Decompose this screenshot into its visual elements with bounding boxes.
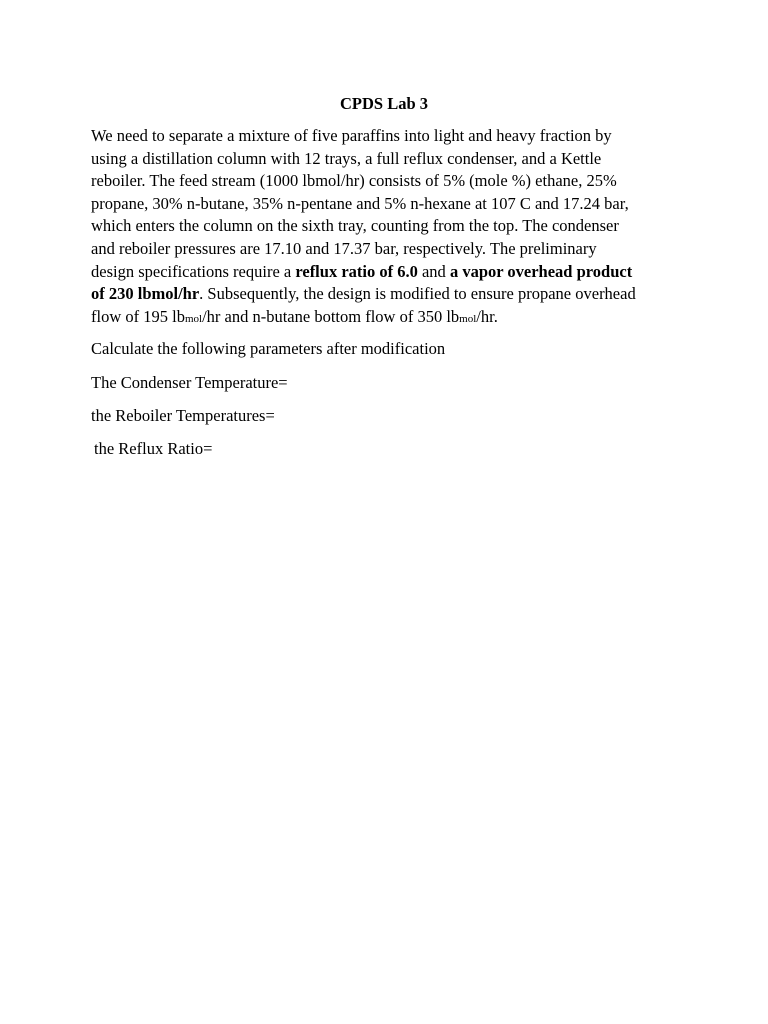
paragraph-line [91,261,691,284]
paragraph-line [91,283,691,306]
paragraph-line: and reboiler pressures are 17.10 and 17.37 bar, respectively. The preliminary [91,238,597,258]
paragraph-line [91,306,691,329]
paragraph-line: We need to separate a mixture of five paraffins into light and heavy fraction by [91,126,612,145]
unit-subscript: mol [459,312,477,325]
paragraph-text: /hr. [476,306,498,326]
paragraph-text: /hr and n-butane bottom flow of 350 lb [202,306,460,326]
paragraph-text: . Subsequently, the design is modified to ensure propane overhead [199,284,636,304]
bold-reflux-ratio: reflux ratio of 6.0 [295,261,418,281]
instruction-text: Calculate the following parameters after modification [91,339,446,358]
paragraph-line: reboiler. The feed stream (1000 lbmol/hr) consists of 5% (mole %) ethane, 25% [91,171,617,191]
paragraph-line: which enters the column on the sixth tray, counting from the top. The condenser [91,216,619,236]
question-reboiler-temperatures: the Reboiler Temperatures= [91,406,275,425]
unit-subscript: mol [184,312,203,325]
question-reflux-ratio: the Reflux Ratio= [94,439,213,458]
problem-statement-paragraph [91,125,691,328]
paragraph-line: propane, 30% n-butane, 35% n-pentane and 5% n-hexane at 107 C and 17.24 bar, [91,193,629,213]
paragraph-text: and [417,261,450,281]
paragraph-text: flow of 195 lb [91,306,185,326]
question-condenser-temperature: The Condenser Temperature= [91,373,288,392]
document-title: CPDS Lab 3 [339,94,429,113]
paragraph-line: using a distillation column with 12 trays, a full reflux condenser, and a Kettle [91,148,602,168]
paragraph-text: design specifications require a [91,261,296,281]
bold-vapor-overhead: a vapor overhead product [449,261,633,281]
bold-flow-rate: of 230 lbmol/hr [91,284,200,304]
